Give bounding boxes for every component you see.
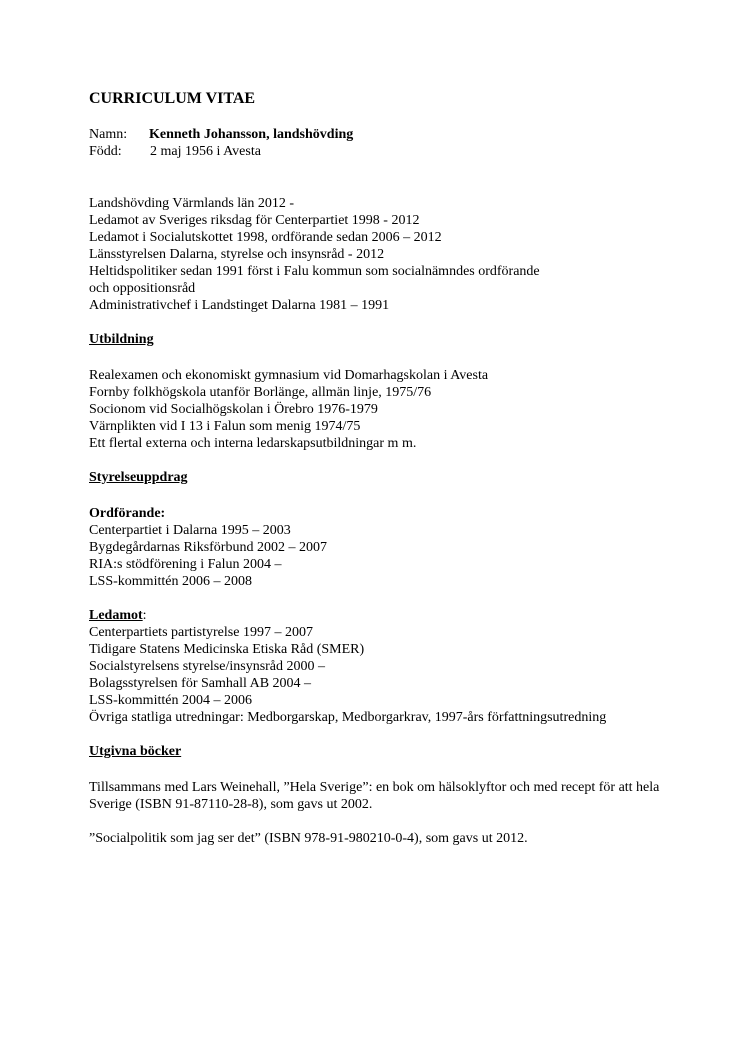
- career-item: Ledamot av Sveriges riksdag för Centerpartiet 1998 - 2012: [89, 213, 420, 228]
- education-item: Fornby folkhögskola utanför Borlänge, allmän linje, 1975/76: [89, 385, 432, 400]
- education-list: [89, 367, 689, 452]
- name-row: [89, 126, 689, 143]
- education-heading: Utbildning: [89, 332, 154, 347]
- chair-item: Bygdegårdarnas Riksförbund 2002 – 2007: [89, 540, 327, 555]
- member-heading-colon: :: [142, 608, 147, 623]
- education-item: Socionom vid Socialhögskolan i Örebro 1976-1979: [89, 402, 378, 417]
- member-item: Övriga statliga utredningar: Medborgarskap, Medborgarkrav, 1997-års författningsutredning: [89, 710, 607, 725]
- career-list: [89, 195, 689, 314]
- boards-section: [89, 469, 689, 726]
- born-value: 2 maj 1956 i Avesta: [150, 144, 261, 159]
- member-heading-line: [89, 607, 689, 624]
- career-item: och oppositionsråd: [89, 281, 196, 296]
- cv-title: CURRICULUM VITAE: [89, 90, 256, 107]
- career-item: Ledamot i Socialutskottet 1998, ordförande sedan 2006 – 2012: [89, 230, 442, 245]
- member-block: [89, 607, 689, 726]
- career-item: Landshövding Värmlands län 2012 -: [89, 196, 295, 211]
- member-item: Centerpartiets partistyrelse 1997 – 2007: [89, 625, 313, 640]
- career-item: Administrativchef i Landstinget Dalarna 1981 – 1991: [89, 298, 390, 313]
- member-item: LSS-kommittén 2004 – 2006: [89, 693, 252, 708]
- education-section: [89, 331, 689, 452]
- education-item: Realexamen och ekonomiskt gymnasium vid Domarhagskolan i Avesta: [89, 368, 489, 383]
- name-value: Kenneth Johansson, landshövding: [149, 127, 354, 142]
- education-item: Ett flertal externa och interna ledarskapsutbildningar m m.: [89, 436, 417, 451]
- career-item: Länsstyrelsen Dalarna, styrelse och insynsråd - 2012: [89, 247, 385, 262]
- chair-heading: Ordförande:: [89, 506, 166, 521]
- books-section: [89, 743, 689, 847]
- boards-heading: Styrelseuppdrag: [89, 470, 188, 485]
- member-heading: Ledamot: [89, 608, 143, 623]
- member-item: Tidigare Statens Medicinska Etiska Råd (SMER): [89, 642, 365, 657]
- chair-item: Centerpartiet i Dalarna 1995 – 2003: [89, 523, 291, 538]
- name-label: Namn:: [89, 127, 128, 142]
- cv-document: [89, 89, 689, 847]
- career-item: Heltidspolitiker sedan 1991 först i Falu kommun som socialnämndes ordförande: [89, 264, 540, 279]
- personal-info: [89, 126, 689, 160]
- member-item: Socialstyrelsens styrelse/insynsråd 2000 –: [89, 659, 326, 674]
- books-heading: Utgivna böcker: [89, 744, 182, 759]
- chair-block: [89, 505, 689, 590]
- born-label: Född:: [89, 144, 122, 159]
- chair-item: RIA:s stödförening i Falun 2004 –: [89, 557, 282, 572]
- chair-item: LSS-kommittén 2006 – 2008: [89, 574, 252, 589]
- born-row: [89, 143, 689, 160]
- book-item: ”Socialpolitik som jag ser det” (ISBN 978-91-980210-0-4), som gavs ut 2012.: [89, 831, 528, 846]
- education-item: Värnplikten vid I 13 i Falun som menig 1974/75: [89, 419, 361, 434]
- member-item: Bolagsstyrelsen för Samhall AB 2004 –: [89, 676, 312, 691]
- book-item: Tillsammans med Lars Weinehall, ”Hela Sverige”: en bok om hälsoklyftor och med recept för att hela Sverige (ISBN 91-87110-28-8), som gavs ut 2002.: [89, 780, 660, 812]
